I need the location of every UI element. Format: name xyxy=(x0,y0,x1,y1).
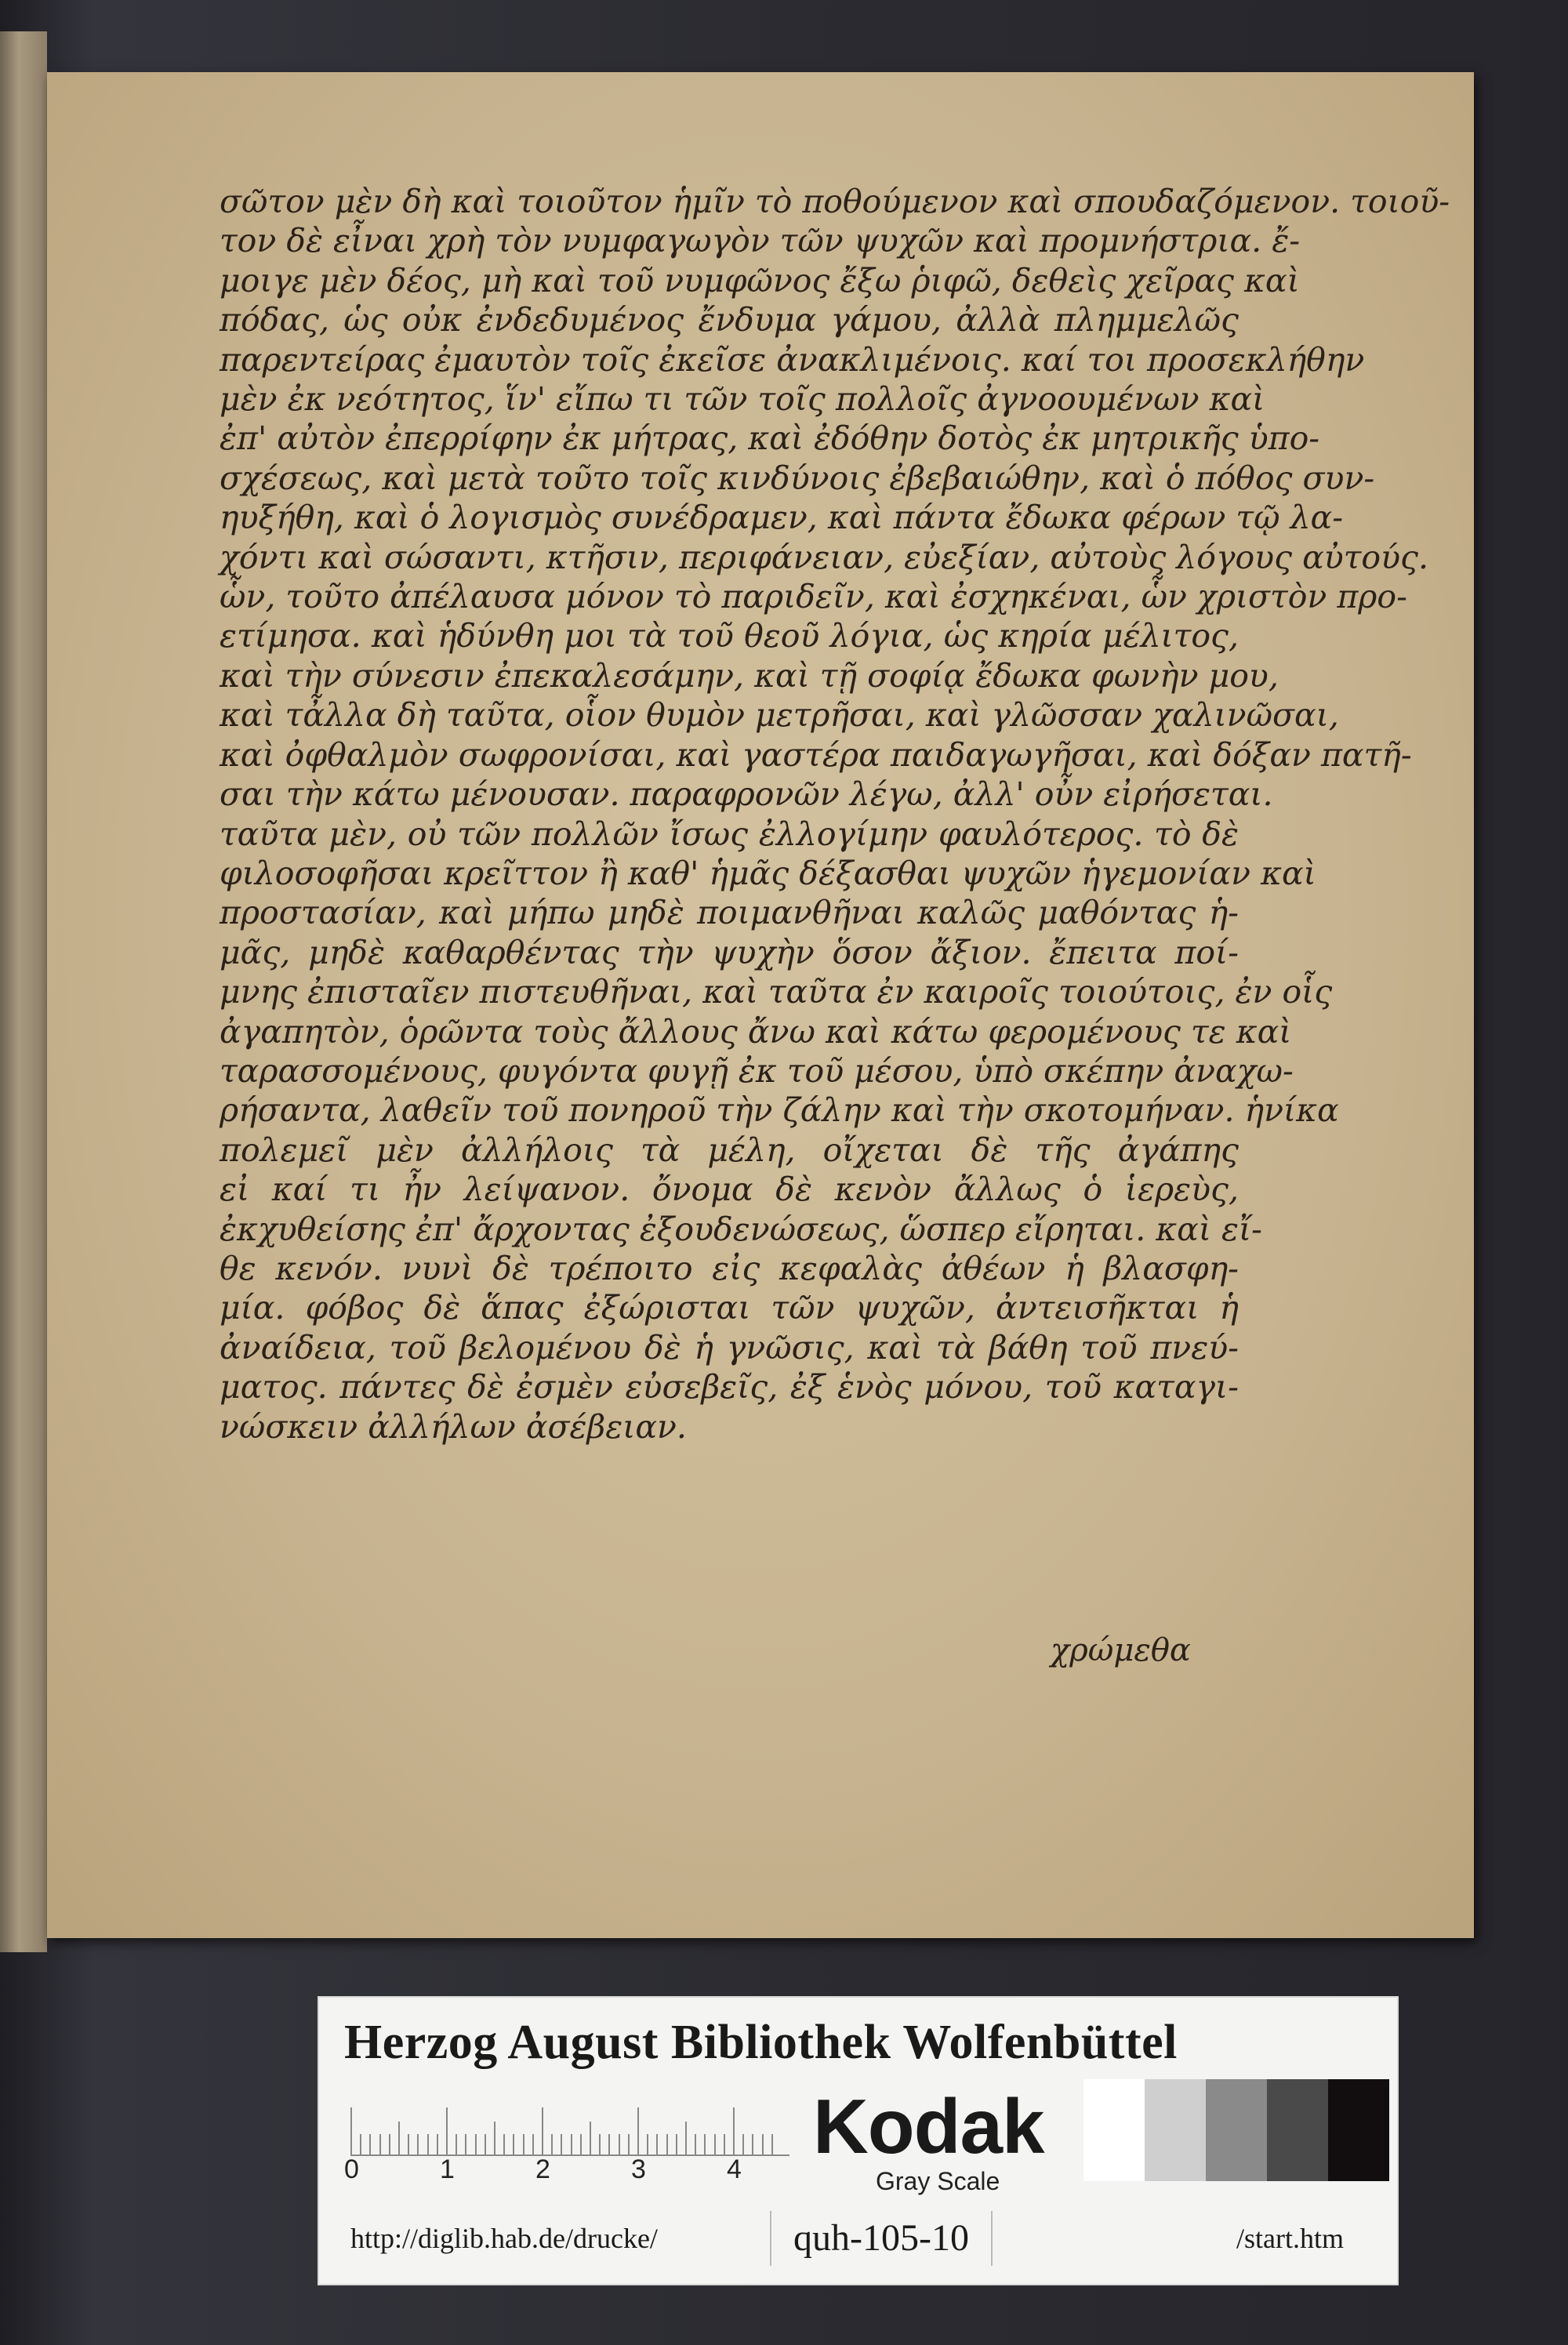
ruler-tick xyxy=(456,2134,457,2154)
ruler-tick xyxy=(542,2107,543,2154)
text-line: μοιγε μὲν δέος, μὴ καὶ τοῦ νυμφῶνος ἔξω ῥιφῶ, δεθεὶς χεῖρας καὶ xyxy=(220,261,1300,299)
text-line: νώσκειν ἀλλήλων ἀσέβειαν. xyxy=(220,1407,687,1446)
ruler-tick xyxy=(437,2134,438,2154)
ruler-number: 2 xyxy=(535,2154,550,2184)
ruler-scale xyxy=(350,2100,789,2156)
ruler-tick xyxy=(685,2122,687,2154)
text-line: καὶ τἆλλα δὴ ταῦτα, οἷον θυμὸν μετρῆσαι, καὶ γλῶσσαν χαλινῶσαι, xyxy=(220,696,1339,735)
book-page xyxy=(47,72,1474,1938)
text-line: ἀναίδεια, τοῦ βελομένου δὲ ἡ γνῶσις, καὶ τὰ βάθη τοῦ πνεύ- xyxy=(220,1328,1239,1367)
text-line: μὲν ἐκ νεότητος, ἵν' εἴπω τι τῶν τοῖς πολλοῖς ἀγνοουμένων καὶ xyxy=(220,380,1265,419)
text-line: παρεντείρας ἐμαυτὸν τοῖς ἐκεῖσε ἀνακλιμένοις. καί τοι προσεκλήθην xyxy=(220,340,1365,379)
text-line: ετίμησα. καὶ ἡδύνθη μοι τὰ τοῦ θεοῦ λόγια, ὡς κηρία μέλιτος, xyxy=(220,617,1239,655)
text-line: καὶ ὀφθαλμὸν σωφρονίσαι, καὶ γαστέρα παιδαγωγῆσαι, καὶ δόξαν πατῆ- xyxy=(220,735,1412,774)
text-line: ἀγαπητὸν, ὁρῶντα τοὺς ἄλλους ἄνω καὶ κάτω φερομένους τε καὶ xyxy=(220,1012,1292,1051)
ruler-tick xyxy=(379,2134,381,2154)
ruler-tick xyxy=(590,2122,591,2154)
book-spine xyxy=(0,31,47,1952)
library-label xyxy=(318,1996,1399,2285)
text-line: ματος. πάντες δὲ ἐσμὲν εὐσεβεῖς, ἐξ ἑνὸς μόνου, τοῦ καταγι- xyxy=(220,1368,1239,1407)
ruler-numbers xyxy=(344,2154,821,2194)
ruler-tick xyxy=(398,2122,400,2154)
gray-scale-label: Gray Scale xyxy=(876,2167,1000,2195)
ruler-tick xyxy=(446,2107,448,2154)
ruler-tick xyxy=(369,2134,371,2154)
text-line: ὧν, τοῦτο ἀπέλαυσα μόνον τὸ παριδεῖν, καὶ ἐσχηκέναι, ὧν χριστὸν προ- xyxy=(220,578,1407,616)
shelfmark: quh-105-10 xyxy=(770,2211,993,2266)
ruler-number: 0 xyxy=(344,2154,359,2184)
ruler-tick xyxy=(427,2134,429,2154)
text-line: ηυξήθη, καὶ ὁ λογισμὸς συνέδραμεν, καὶ πάντα ἔδωκα φέρων τῷ λα- xyxy=(220,499,1344,537)
ruler-tick xyxy=(408,2134,409,2154)
ruler-tick xyxy=(360,2134,361,2154)
gray-scale-swatches xyxy=(1083,2079,1389,2181)
ruler-tick xyxy=(724,2134,725,2154)
ruler-tick xyxy=(704,2134,706,2154)
ruler-tick xyxy=(580,2134,582,2154)
ruler-number: 4 xyxy=(727,2154,742,2184)
ruler-tick xyxy=(571,2134,572,2154)
gray-swatch xyxy=(1328,2079,1389,2181)
ruler-tick xyxy=(762,2134,764,2154)
ruler-tick xyxy=(637,2107,639,2154)
ruler-tick xyxy=(771,2134,773,2154)
ruler-tick xyxy=(465,2134,466,2154)
text-line: φιλοσοφῆσαι κρεῖττον ἢ καθ' ἡμᾶς δέξασθαι ψυχῶν ἡγεμονίαν καὶ xyxy=(220,854,1316,892)
text-line: καὶ τὴν σύνεσιν ἐπεκαλεσάμην, καὶ τῇ σοφίᾳ ἔδωκα φωνὴν μου, xyxy=(220,656,1279,695)
ruler-tick xyxy=(350,2107,352,2154)
text-line: εἰ καί τι ἦν λείψανον. ὄνομα δὲ κενὸν ἄλλως ὁ ἱερεὺς, xyxy=(220,1171,1239,1209)
ruler-number: 1 xyxy=(440,2154,455,2184)
text-line: τον δὲ εἶναι χρὴ τὸν νυμφαγωγὸν τῶν ψυχῶν καὶ προμνήστρια. ἔ- xyxy=(220,222,1301,260)
ruler-tick xyxy=(752,2134,753,2154)
ruler-tick xyxy=(695,2134,696,2154)
text-line: θε κενόν. νυνὶ δὲ τρέποιτο εἰς κεφαλὰς ἀθέων ἡ βλασφη- xyxy=(220,1249,1239,1287)
ruler-tick xyxy=(647,2134,648,2154)
ruler-tick xyxy=(494,2122,495,2154)
ruler-tick xyxy=(676,2134,677,2154)
url-suffix: /start.htm xyxy=(1236,2223,1344,2254)
ruler-tick xyxy=(417,2134,419,2154)
ruler-number: 3 xyxy=(631,2154,646,2184)
text-line: μία. φόβος δὲ ἅπας ἐξώρισται τῶν ψυχῶν, ἀντεισῆκται ἡ xyxy=(220,1289,1239,1327)
ruler-tick xyxy=(619,2134,620,2154)
ruler-tick xyxy=(628,2134,630,2154)
ruler-tick xyxy=(503,2134,505,2154)
text-line: σῶτον μὲν δὴ καὶ τοιοῦτον ἡμῖν τὸ ποθούμενον καὶ σπουδαζόμενον. τοιοῦ- xyxy=(220,183,1450,220)
ruler-tick xyxy=(523,2134,524,2154)
ruler-tick xyxy=(475,2134,477,2154)
text-line: ρήσαντα, λαθεῖν τοῦ πονηροῦ τὴν ζάλην καὶ τὴν σκοτομήναν. ἡνίκα xyxy=(220,1091,1339,1130)
text-line: πολεμεῖ μὲν ἀλλήλοις τὰ μέλη, οἴχεται δὲ τῆς ἀγάπης xyxy=(220,1131,1239,1169)
ruler-tick xyxy=(561,2134,562,2154)
text-line: προστασίαν, καὶ μήπω μηδὲ ποιμανθῆναι καλῶς μαθόντας ἡ- xyxy=(220,894,1239,932)
ruler-tick xyxy=(742,2134,744,2154)
gray-swatch xyxy=(1145,2079,1206,2181)
text-line: πόδας, ὡς οὐκ ἐνδεδυμένος ἔνδυμα γάμου, ἀλλὰ πλημμελῶς xyxy=(220,301,1239,339)
ruler-tick xyxy=(532,2134,534,2154)
text-line: μνης ἐπισταῖεν πιστευθῆναι, καὶ ταῦτα ἐν καιροῖς τοιούτοις, ἐν οἷς xyxy=(220,973,1333,1011)
ruler-tick xyxy=(714,2134,716,2154)
gray-swatch xyxy=(1206,2079,1267,2181)
library-name: Herzog August Bibliothek Wolfenbüttel xyxy=(344,2016,1178,2069)
kodak-logo: Kodak xyxy=(813,2083,1044,2169)
text-line: ταῦτα μὲν, οὐ τῶν πολλῶν ἴσως ἐλλογίμην φαυλότερος. τὸ δὲ xyxy=(220,815,1239,853)
ruler-tick xyxy=(733,2107,735,2154)
ruler-tick xyxy=(599,2134,601,2154)
ruler-tick xyxy=(608,2134,610,2154)
gray-swatch xyxy=(1267,2079,1328,2181)
gray-swatch xyxy=(1083,2079,1145,2181)
catchword: χρώμεθα xyxy=(1051,1632,1191,1668)
text-line: ἐπ' αὐτὸν ἐπερρίφην ἐκ μήτρας, καὶ ἐδόθην δοτὸς ἐκ μητρικῆς ὑπο- xyxy=(220,419,1320,458)
ruler-tick xyxy=(551,2134,553,2154)
text-line: χόντι καὶ σώσαντι, κτῆσιν, περιφάνειαν, εὐεξίαν, αὐτοὺς λόγους αὐτούς. xyxy=(220,538,1428,576)
ruler-tick xyxy=(666,2134,668,2154)
ruler-tick xyxy=(513,2134,514,2154)
text-line: σχέσεως, καὶ μετὰ τοῦτο τοῖς κινδύνοις ἐβεβαιώθην, καὶ ὁ πόθος συν- xyxy=(220,459,1375,497)
text-line: ἐκχυθείσης ἐπ' ἄρχοντας ἐξουδενώσεως, ὥσπερ εἴρηται. καὶ εἴ- xyxy=(220,1210,1262,1248)
ruler-tick xyxy=(656,2134,658,2154)
text-line: ταρασσομένους, φυγόντα φυγῇ ἐκ τοῦ μέσου, ὑπὸ σκέπην ἀναχω- xyxy=(220,1051,1294,1090)
text-line: σαι τὴν κάτω μένουσαν. παραφρονῶν λέγω, ἀλλ' οὖν εἰρήσεται. xyxy=(220,775,1273,814)
greek-text-block xyxy=(220,182,1450,1447)
ruler-tick xyxy=(485,2134,486,2154)
library-url[interactable]: http://diglib.hab.de/drucke/ xyxy=(350,2223,658,2254)
text-line: μᾶς, μηδὲ καθαρθέντας τὴν ψυχὴν ὅσον ἄξιον. ἔπειτα ποί- xyxy=(220,933,1239,971)
ruler-tick xyxy=(389,2134,390,2154)
